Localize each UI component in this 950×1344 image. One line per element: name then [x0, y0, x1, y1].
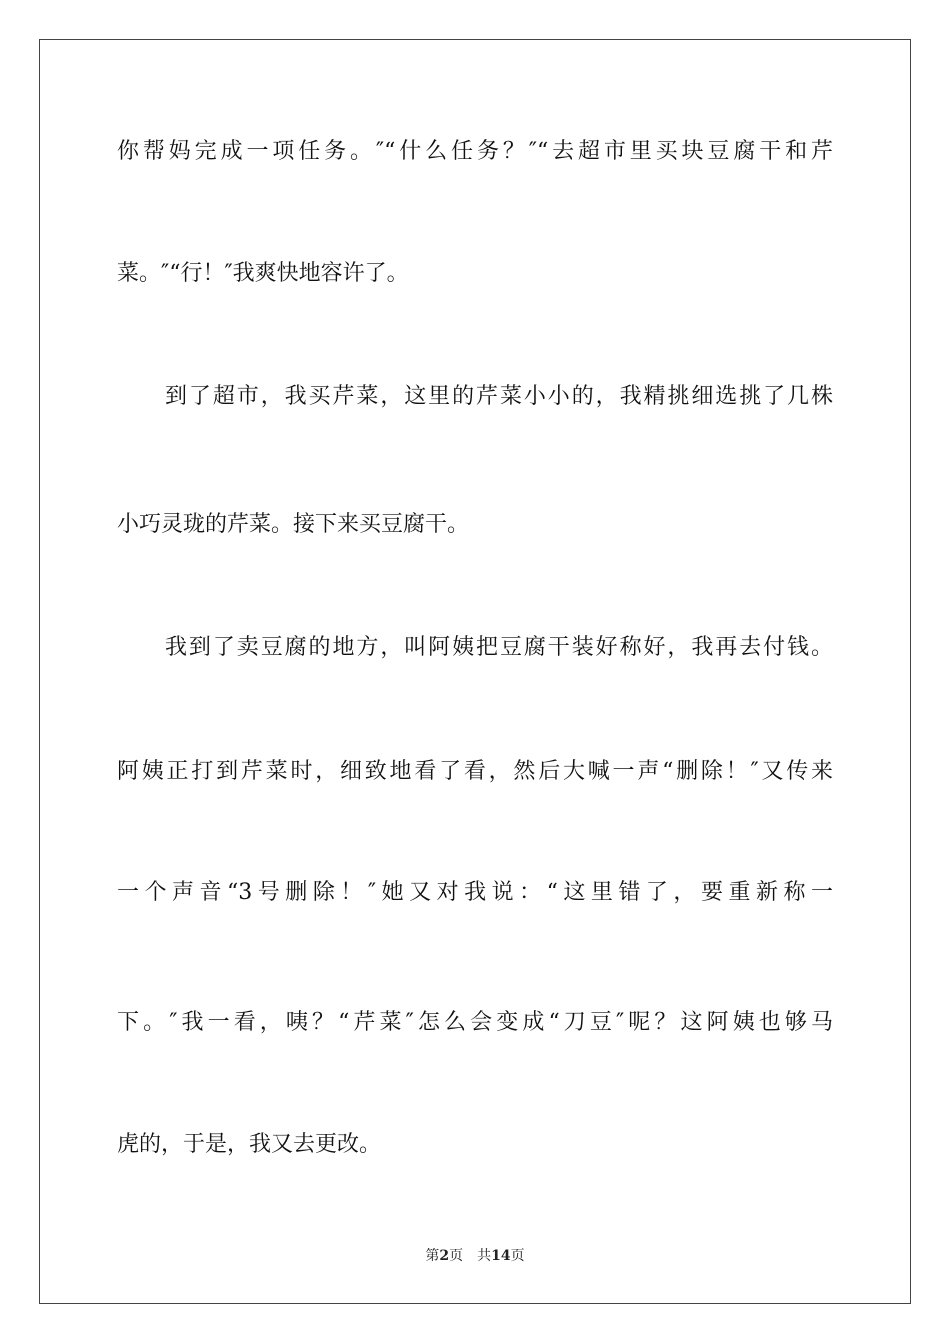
page-footer [0, 1246, 950, 1266]
page-prefix: 第 [425, 1248, 440, 1264]
text-line-1: 你帮妈完成一项任务。″“什么任务？″“去超市里买块豆腐干和芹 [117, 139, 833, 164]
total-pages: 14 [491, 1248, 511, 1264]
paragraph-3-line-2: 阿姨正打到芹菜时，细致地看了看，然后大喊一声“删除！″又传来 [117, 759, 833, 784]
total-prefix: 共 [477, 1248, 492, 1264]
paragraph-3-line-3: 一个声音“3号删除！″她又对我说：“这里错了，要重新称一 [117, 880, 833, 905]
paragraph-2-line-1: 到了超市，我买芹菜，这里的芹菜小小的，我精挑细选挑了几株 [165, 384, 833, 409]
page-number: 2 [439, 1248, 450, 1264]
paragraph-3-line-1: 我到了卖豆腐的地方，叫阿姨把豆腐干装好称好，我再去付钱。 [165, 635, 833, 660]
page-border [39, 39, 911, 1304]
paragraph-3-line-4: 下。″我一看，咦？“芹菜″怎么会变成“刀豆″呢？这阿姨也够马 [117, 1010, 833, 1035]
page-suffix: 页 [449, 1248, 464, 1264]
text-line-2: 菜。″“行！″我爽快地容许了。 [117, 261, 409, 286]
paragraph-2-line-2: 小巧灵珑的芹菜。接下来买豆腐干。 [117, 512, 470, 537]
total-suffix: 页 [510, 1248, 525, 1264]
paragraph-3-line-5: 虎的，于是，我又去更改。 [117, 1132, 382, 1157]
